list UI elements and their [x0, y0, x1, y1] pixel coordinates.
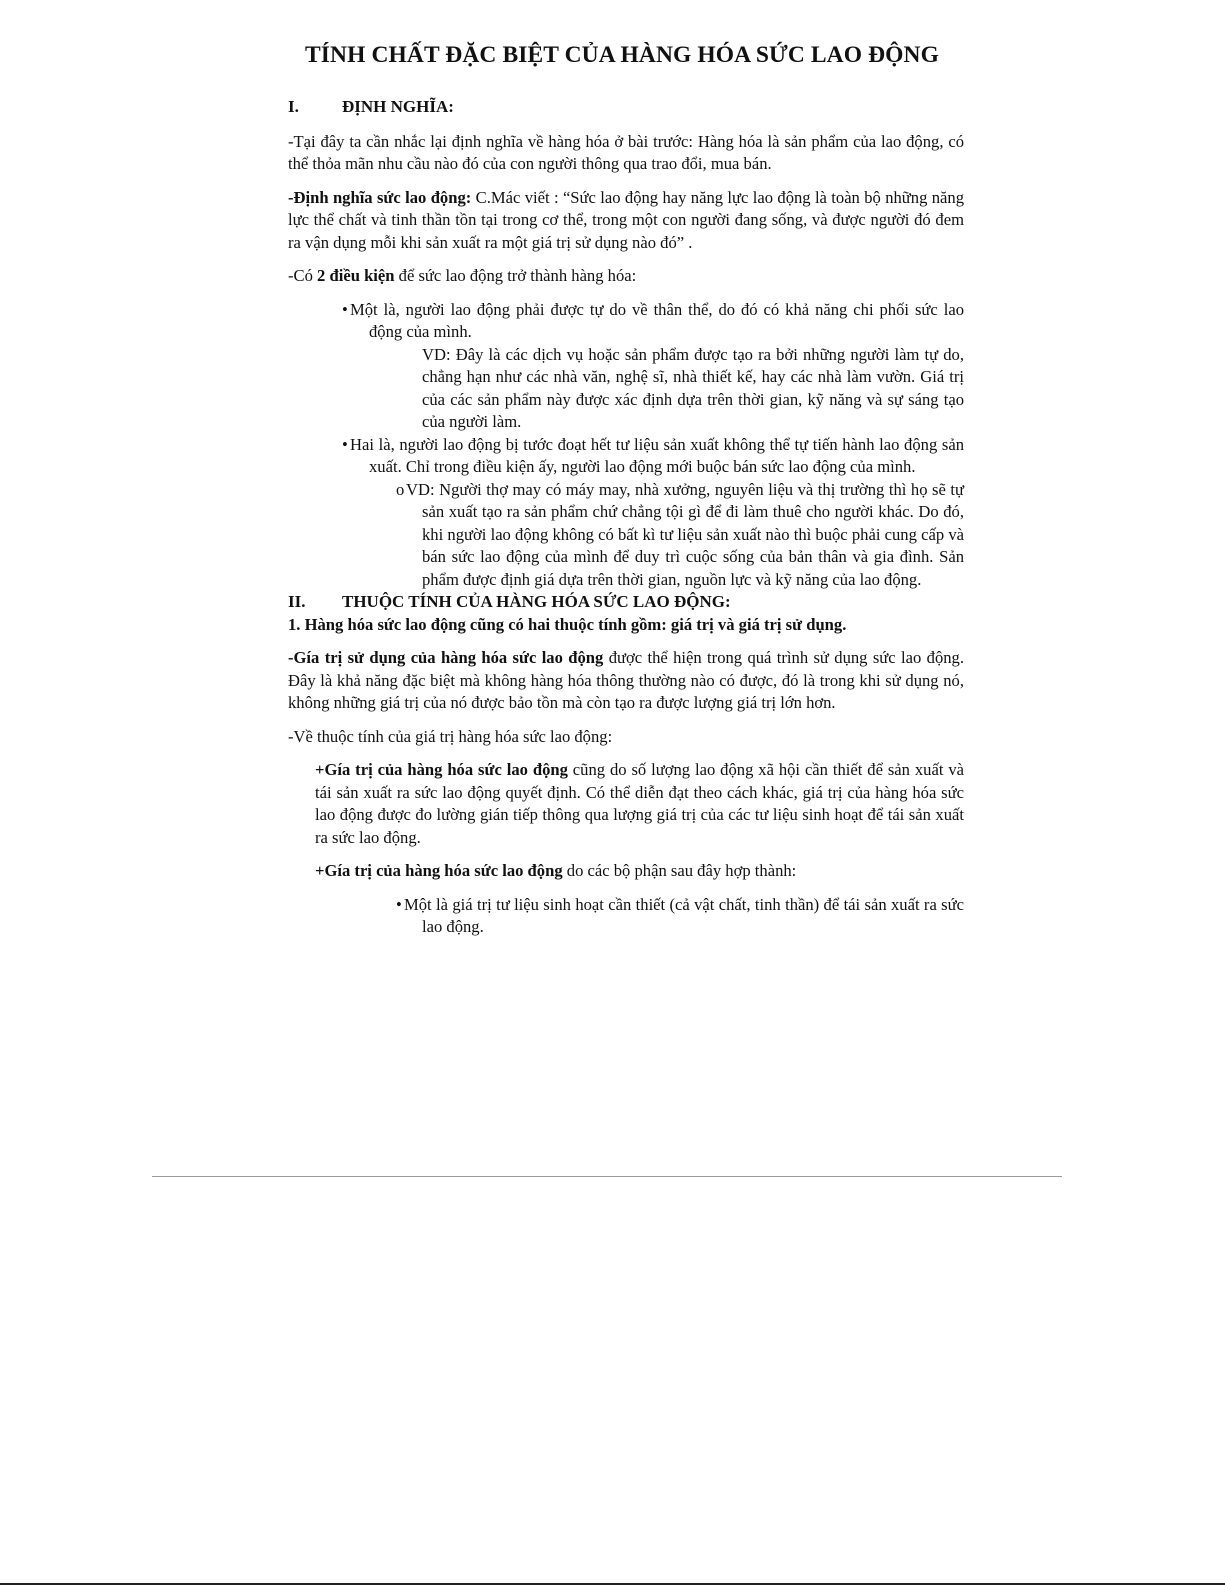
document-title: TÍNH CHẤT ĐẶC BIỆT CỦA HÀNG HÓA SỨC LAO ĐỘNG [305, 42, 939, 68]
paragraph-text: để sức lao động trở thành hàng hóa: [394, 266, 637, 285]
paragraph-prefix: -Có [288, 266, 318, 285]
paragraph-conditions [288, 265, 964, 288]
section-title: THUỘC TÍNH CỦA HÀNG HÓA SỨC LAO ĐỘNG: [342, 592, 731, 611]
bullet-icon: • [342, 434, 348, 454]
paragraph-use-value [288, 647, 964, 715]
section-heading-2 [288, 591, 964, 614]
bold-lead: +Gía trị của hàng hóa sức lao động [315, 760, 568, 779]
list-item-text: Hai là, người lao động bị tước đoạt hết tư liệu sản xuất không thể tự tiến hành lao động sản xuất. Chỉ trong điều kiện ấy, người lao động mới buộc bán sức lao động của mình. [350, 434, 964, 476]
section-title: ĐỊNH NGHĨA: [342, 97, 454, 116]
bold-lead: -Gía trị sử dụng của hàng hóa sức lao động [288, 648, 604, 667]
bullet-icon: • [342, 299, 348, 319]
paragraph-commodity-definition: -Tại đây ta cần nhắc lại định nghĩa về hàng hóa ở bài trước: Hàng hóa là sản phẩm của lao động, có thể thỏa mãn nhu cầu nào đó của con người thông qua trao đổi, mua bán. [288, 131, 964, 173]
paragraph-labor-power-definition [288, 187, 964, 255]
paragraph-text: được thể hiện trong quá trình sử dụng sức lao động. Đây là khả năng đặc biệt mà không hàng hóa thông thường nào có được, đó là trong khi sử dụng nó, không những giá trị của nó được bảo tồn mà còn tạo ra được lượng giá trị lớn hơn. [288, 648, 964, 712]
bold-lead: -Định nghĩa sức lao động: [288, 187, 472, 207]
list-item-condition-2 [342, 434, 964, 479]
list-item-component-1 [396, 894, 964, 939]
circle-bullet-icon: o [396, 479, 405, 499]
sub-heading-1: 1. Hàng hóa sức lao động cũng có hai thuộc tính gồm: giá trị và giá trị sử dụng. [288, 614, 847, 634]
paragraph-value-components [315, 860, 964, 883]
list-item-text: Một là giá trị tư liệu sinh hoạt cần thiết (cả vật chất, tinh thần) để tái sản xuất ra sức lao động. [404, 894, 964, 936]
list-item-text: Một là, người lao động phải được tự do về thân thể, do đó có khả năng chi phối sức lao động của mình. [350, 299, 964, 341]
paragraph-text: cũng do số lượng lao động xã hội cần thiết để sản xuất và tái sản xuất ra sức lao động quyết định. Có thể diễn đạt theo cách khác, giá trị của hàng hóa sức lao động được đo lường gián tiếp thông qua lượng giá trị của các tư liệu sinh hoạt để tái sản xuất ra sức lao động. [315, 760, 964, 847]
section-number: II. [288, 592, 306, 611]
page-footer-divider [152, 1176, 1062, 1177]
section-number: I. [288, 97, 299, 116]
paragraph-value-determination [315, 759, 964, 849]
example-text: VD: Người thợ may có máy may, nhà xưởng, nguyên liệu và thị trường thì họ sẽ tự sản xuất tạo ra sản phẩm chứ chẳng tội gì để đi làm thuê cho người khác. Do đó, khi người lao động không có bất kì tư liệu sản xuất nào thì buộc phải cung cấp và bán sức lao động của mình để duy trì cuộc sống của bản thân và gia đình. Sản phẩm được định giá dựa trên thời gian, nguồn lực và kỹ năng của lao động. [406, 479, 964, 589]
paragraph-text: do các bộ phận sau đây hợp thành: [562, 861, 797, 880]
example-paragraph-1: VD: Đây là các dịch vụ hoặc sản phẩm được tạo ra bởi những người làm tự do, chẳng hạn như các nhà văn, nghệ sĩ, nhà thiết kế, hay các nhà làm vườn. Giá trị của các sản phẩm này được xác định dựa trên thời gian, kỹ năng và sự sáng tạo của người làm. [422, 344, 964, 431]
paragraph-value-attribute: -Về thuộc tính của giá trị hàng hóa sức lao động: [288, 726, 613, 746]
section-heading-1 [288, 96, 964, 119]
document-page [288, 40, 964, 939]
bold-term: 2 điều kiện [317, 266, 395, 285]
example-paragraph-2 [396, 479, 964, 592]
list-item-condition-1 [342, 299, 964, 344]
bold-lead: +Gía trị của hàng hóa sức lao động [315, 861, 563, 880]
bullet-icon: • [396, 894, 402, 914]
paragraph-text: C.Mác viết : “Sức lao động hay năng lực lao động là toàn bộ những năng lực thể chất và tinh thần tồn tại trong cơ thể, trong một con người đang sống, và được người đó đem ra vận dụng mỗi khi sản xuất ra một giá trị sử dụng nào đó” . [288, 187, 964, 252]
